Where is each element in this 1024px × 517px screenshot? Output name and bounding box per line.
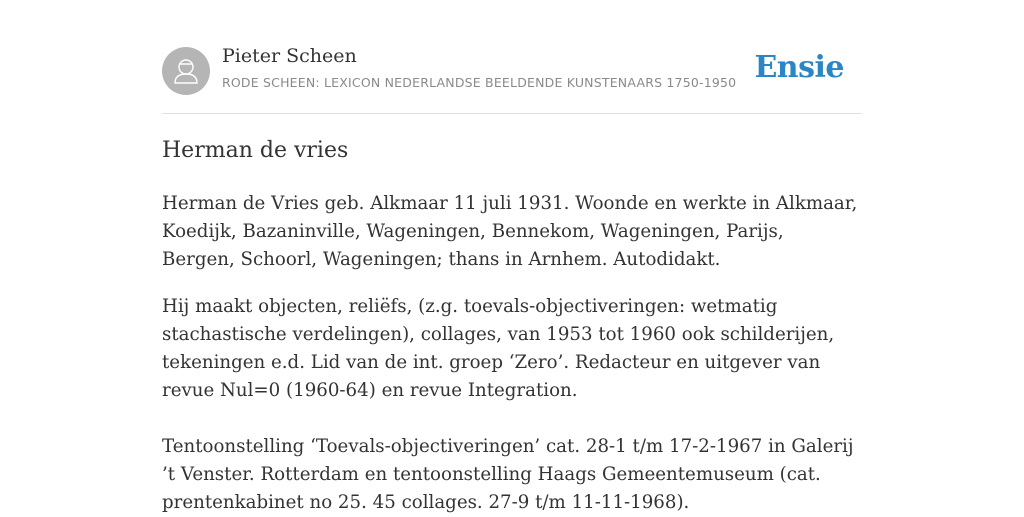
page-container xyxy=(162,0,862,513)
source-title[interactable]: RODE SCHEEN: LEXICON NEDERLANDSE BEELDENDE KUNSTENAARS 1750-1950 xyxy=(222,75,737,90)
article-paragraph: Hij maakt objecten, reliëfs, (z.g. toevals-objectiveringen: wetmatig stachastische verdelingen), collages, van 1953 tot 1960 ook schilderijen, tekeningen e.d. Lid van de int. groep ‘Zero’. Redacteur en uitgever van revue Nul=0 (1960-64) en revue Integration. xyxy=(162,296,835,401)
article-paragraph: Herman de Vries geb. Alkmaar 11 juli 1931. Woonde en werkte in Alkmaar, Koedijk, Bazaninville, Wageningen, Bennekom, Wageningen, Parijs, Bergen, Schoorl, Wageningen; thans in Arnhem. Autodidakt. xyxy=(162,193,858,270)
article-title: Herman de vries xyxy=(162,138,349,163)
page-header xyxy=(162,0,862,114)
article-paragraph: Tentoonstelling ‘Toevals-objectiveringen’ cat. 28-1 t/m 17-2-1967 in Galerij ’t Venster. Rotterdam en tentoonstelling Haags Gemeentemuseum (cat. prentenkabinet no 25. 45 collages. 27-9 t/m 11-11-1968). xyxy=(162,436,854,513)
brand-logo[interactable]: Ensie xyxy=(754,50,844,85)
author-name[interactable]: Pieter Scheen xyxy=(222,45,357,67)
user-icon xyxy=(162,47,210,95)
author-avatar[interactable] xyxy=(162,47,210,95)
